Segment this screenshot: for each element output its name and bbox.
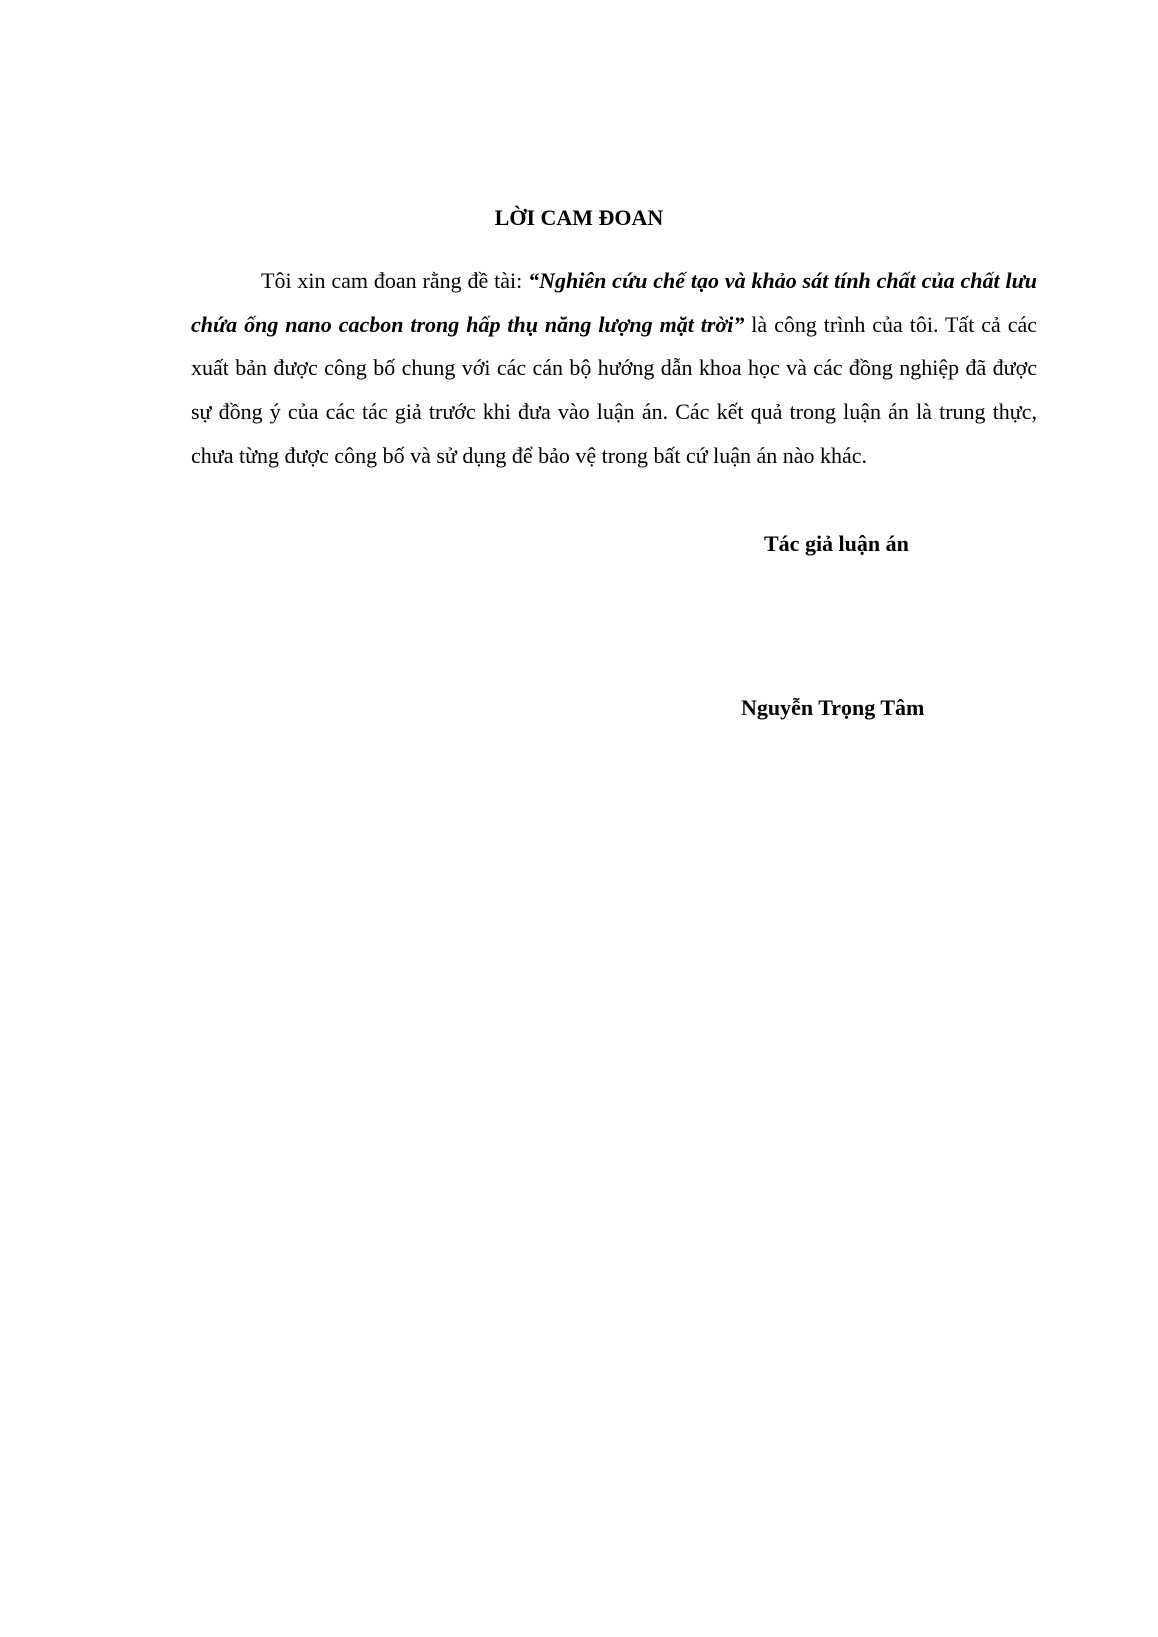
paragraph-rest: là công trình của tôi. Tất cả các xuất bản được công bố chung với các cán bộ hướng dẫn khoa học và các đồng nghiệp đã được sự đồng ý của các tác giả trước khi đưa vào luận án. Các kết quả trong luận án là trung thực, chưa từng được công bố và sử dụng để bảo vệ trong bất cứ luận án nào khác.: [191, 311, 1038, 468]
signature-name: Nguyễn Trọng Tâm: [741, 695, 925, 720]
page-title: LỜI CAM ĐOAN: [494, 205, 664, 230]
paragraph-lead: Tôi xin cam đoan rằng đề tài:: [261, 268, 529, 293]
signature-role: Tác giả luận án: [764, 531, 909, 556]
declaration-paragraph: [191, 259, 1037, 478]
thesis-title: “Nghiên cứu chế tạo và khảo sát tính chất của chất lưu chứa ống nano cacbon trong hấp thụ năng lượng mặt trời”: [191, 268, 1037, 337]
